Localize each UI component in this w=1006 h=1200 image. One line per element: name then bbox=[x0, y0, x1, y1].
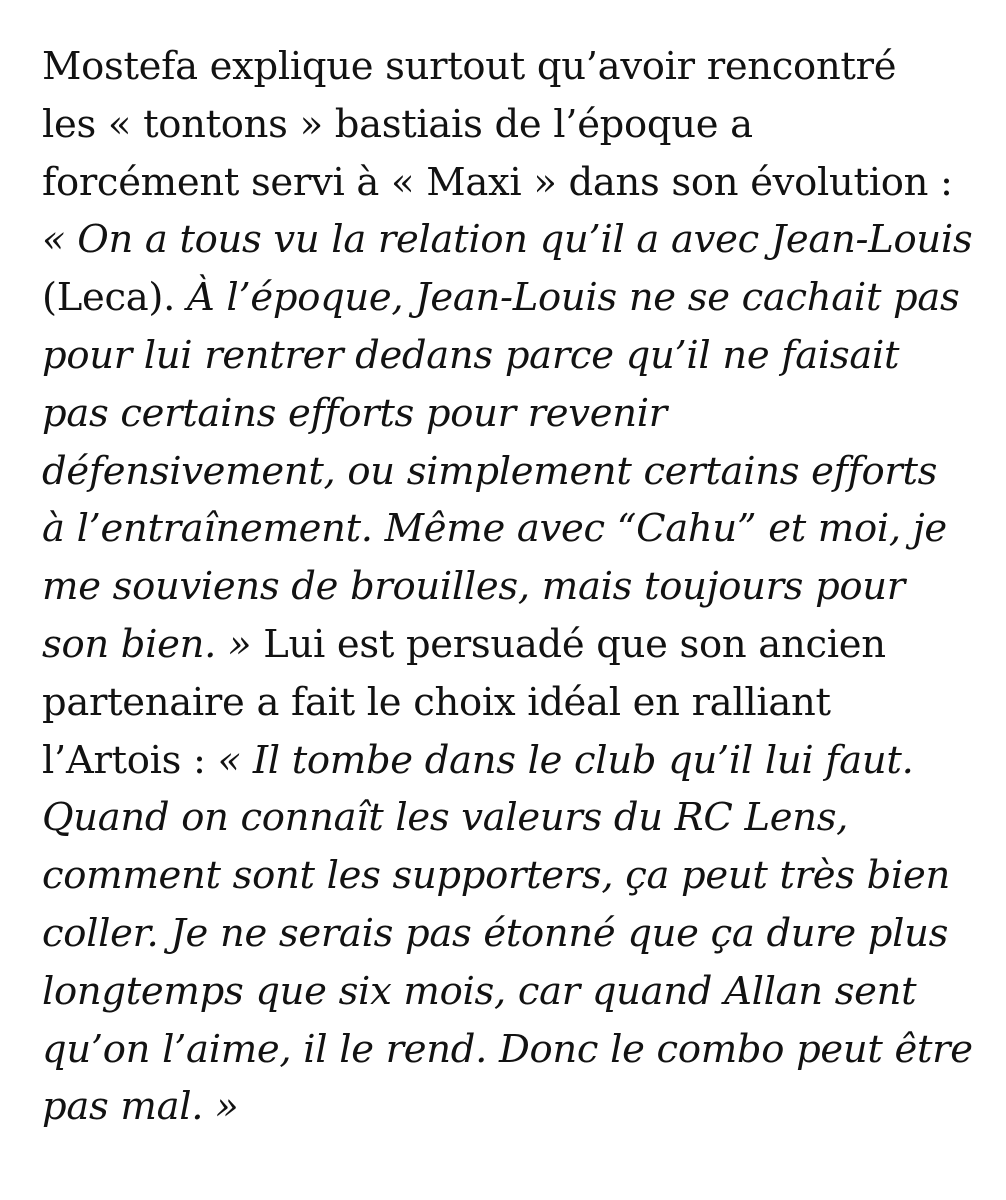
text-run: Lui est persuadé que son ancien bbox=[251, 621, 886, 667]
text-line bbox=[42, 847, 982, 905]
text-line bbox=[42, 38, 982, 96]
quote-run: me souviens de brouilles, mais toujours pour bbox=[42, 564, 905, 610]
article-paragraph bbox=[42, 38, 982, 1136]
text-run: forcément servi à « Maxi » dans son évolution : bbox=[42, 159, 953, 205]
quote-run: pour lui rentrer dedans parce qu’il ne faisait bbox=[42, 332, 900, 378]
text-line bbox=[42, 674, 982, 732]
text-line bbox=[42, 558, 982, 616]
text-run: (Leca). bbox=[42, 275, 187, 321]
text-line bbox=[42, 269, 982, 327]
text-line bbox=[42, 327, 982, 385]
quote-run: pas certains efforts pour revenir bbox=[42, 390, 667, 436]
quote-run: Quand on connaît les valeurs du RC Lens, bbox=[42, 795, 849, 841]
quote-run: qu’on l’aime, il le rend. Donc le combo peut être bbox=[42, 1026, 973, 1072]
text-line bbox=[42, 905, 982, 963]
quote-run: coller. Je ne serais pas étonné que ça dure plus bbox=[42, 910, 949, 956]
text-line bbox=[42, 963, 982, 1021]
quote-run: pas mal. » bbox=[42, 1084, 239, 1130]
text-line bbox=[42, 1021, 982, 1079]
text-line bbox=[42, 500, 982, 558]
text-line bbox=[42, 732, 982, 790]
text-line bbox=[42, 443, 982, 501]
quote-run: À l’époque, Jean-Louis ne se cachait pas bbox=[186, 275, 960, 321]
text-run: partenaire a fait le choix idéal en ralliant bbox=[42, 679, 831, 725]
text-line bbox=[42, 154, 982, 212]
text-run: les « tontons » bastiais de l’époque a bbox=[42, 101, 753, 147]
quote-run: défensivement, ou simplement certains efforts bbox=[42, 448, 938, 494]
text-run: Mostefa explique surtout qu’avoir rencontré bbox=[42, 44, 897, 89]
text-line bbox=[42, 385, 982, 443]
text-line bbox=[42, 96, 982, 154]
text-run: l’Artois : bbox=[42, 737, 218, 783]
text-line bbox=[42, 211, 982, 269]
quote-run: longtemps que six mois, car quand Allan sent bbox=[42, 968, 917, 1014]
text-line bbox=[42, 616, 982, 674]
quote-run: comment sont les supporters, ça peut très bien bbox=[42, 853, 950, 899]
quote-run: « On a tous vu la relation qu’il a avec Jean-Louis bbox=[42, 217, 973, 263]
text-line bbox=[42, 1078, 982, 1136]
text-line bbox=[42, 789, 982, 847]
quote-run: son bien. » bbox=[42, 621, 252, 667]
quote-run: « Il tombe dans le club qu’il lui faut. bbox=[217, 737, 914, 783]
quote-run: à l’entraînement. Même avec “Cahu” et moi, je bbox=[42, 506, 947, 552]
